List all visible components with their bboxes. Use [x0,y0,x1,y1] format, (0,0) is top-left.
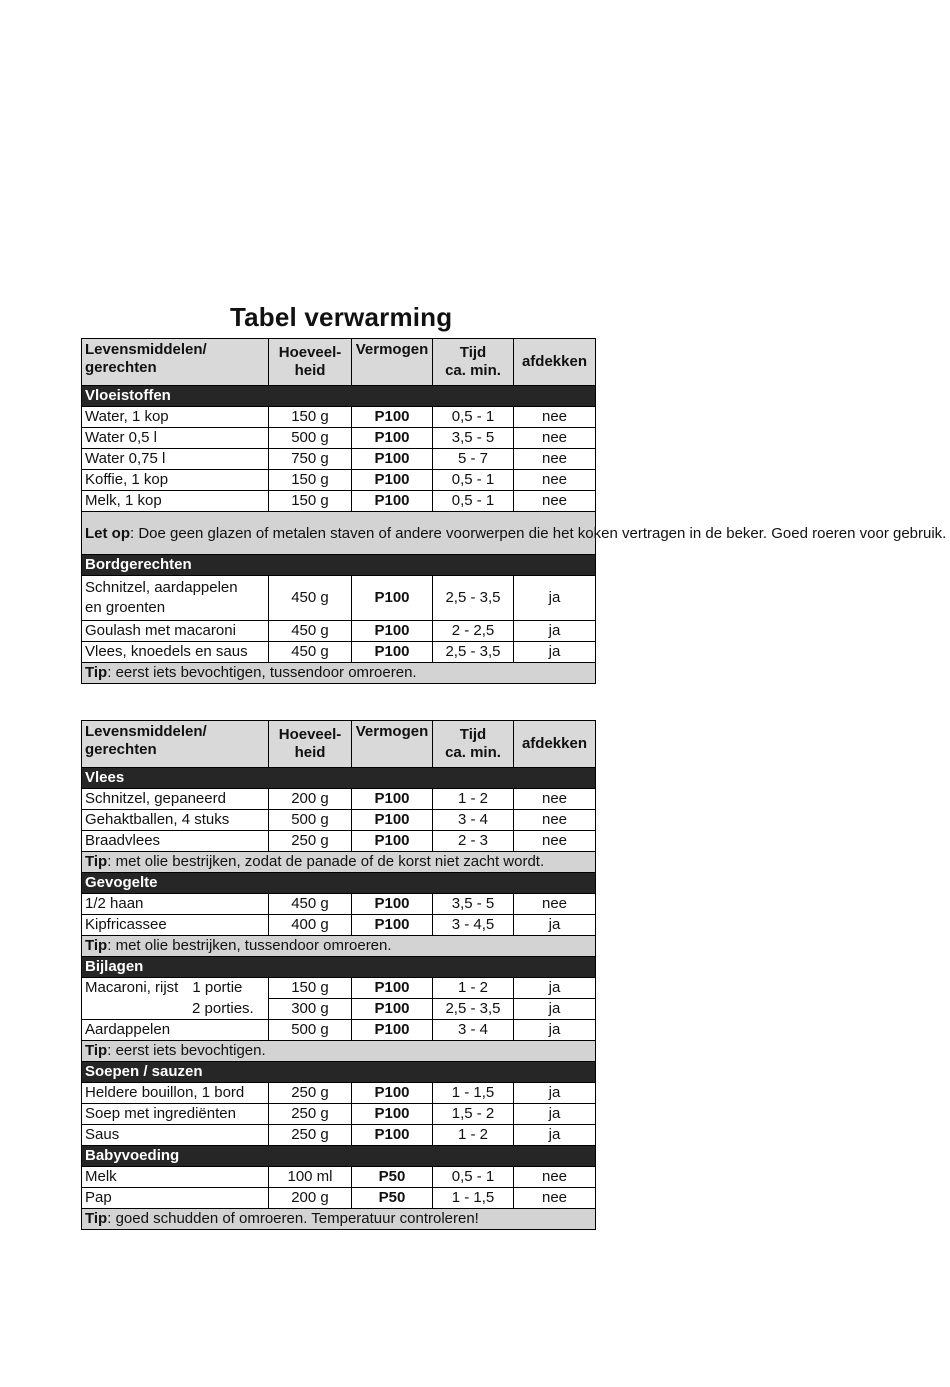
table-row: Macaroni, rijst 1 portie 150 g P100 1 - 2 ja [82,978,596,999]
table-row: Aardappelen 500 g P100 3 - 4 ja [82,1020,596,1041]
table-row: Saus 250 g P100 1 - 2 ja [82,1125,596,1146]
table-row: Kipfricassee 400 g P100 3 - 4,5 ja [82,915,596,936]
table-row: Soep met ingrediënten 250 g P100 1,5 - 2 ja [82,1104,596,1125]
note-row: Let op: Doe geen glazen of metalen staven of andere voorwerpen die het koken vertragen in de beker. Goed roeren voor gebruik. [82,512,596,555]
note-row: Tip: met olie bestrijken, tussendoor omroeren. [82,936,596,957]
section-vloeistoffen: Vloeistoffen [82,386,596,407]
header-power: Vermogen [352,721,433,768]
header-time: Tijd ca. min. [433,721,514,768]
table-row: Heldere bouillon, 1 bord 250 g P100 1 - 1,5 ja [82,1083,596,1104]
table-row: Schnitzel, aardappelen en groenten 450 g P100 2,5 - 3,5 ja [82,576,596,621]
note-row: Tip: eerst iets bevochtigen. [82,1041,596,1062]
table-row: Vlees, knoedels en saus 450 g P100 2,5 - 3,5 ja [82,642,596,663]
table-row: Koffie, 1 kop 150 g P100 0,5 - 1 nee [82,470,596,491]
table-row: Pap 200 g P50 1 - 1,5 nee [82,1188,596,1209]
table-row: Melk, 1 kop 150 g P100 0,5 - 1 nee [82,491,596,512]
table-row: Water 0,75 l 750 g P100 5 - 7 nee [82,449,596,470]
note-row: Tip: goed schudden of omroeren. Temperatuur controleren! [82,1209,596,1230]
table-row: 2 porties. 300 g P100 2,5 - 3,5 ja [82,999,596,1020]
table-row: Melk 100 ml P50 0,5 - 1 nee [82,1167,596,1188]
table-header [82,721,596,768]
heating-table-2 [81,720,596,1230]
header-power: Vermogen [352,339,433,386]
header-cover: afdekken [514,339,596,386]
header-food: Levensmiddelen/ gerechten [82,721,269,768]
header-amount: Hoeveel- heid [269,721,352,768]
note-row: Tip: met olie bestrijken, zodat de panade of de korst niet zacht wordt. [82,852,596,873]
heating-table-1 [81,338,947,684]
header-food: Levensmiddelen/ gerechten [82,339,269,386]
table-row: Braadvlees 250 g P100 2 - 3 nee [82,831,596,852]
page-title: Tabel verwarming [230,302,453,332]
section-soepen-sauzen: Soepen / sauzen [82,1062,596,1083]
table-header [82,339,596,386]
table-row: Water, 1 kop 150 g P100 0,5 - 1 nee [82,407,596,428]
section-bordgerechten: Bordgerechten [82,555,596,576]
header-amount: Hoeveel- heid [269,339,352,386]
table-row: Goulash met macaroni 450 g P100 2 - 2,5 ja [82,621,596,642]
section-vlees: Vlees [82,768,596,789]
table-row: Gehaktballen, 4 stuks 500 g P100 3 - 4 nee [82,810,596,831]
note-row: Tip: eerst iets bevochtigen, tussendoor omroeren. [82,663,596,684]
header-time: Tijd ca. min. [433,339,514,386]
header-cover: afdekken [514,721,596,768]
section-bijlagen: Bijlagen [82,957,596,978]
section-gevogelte: Gevogelte [82,873,596,894]
table-row: Schnitzel, gepaneerd 200 g P100 1 - 2 nee [82,789,596,810]
section-babyvoeding: Babyvoeding [82,1146,596,1167]
table-row: 1/2 haan 450 g P100 3,5 - 5 nee [82,894,596,915]
table-row: Water 0,5 l 500 g P100 3,5 - 5 nee [82,428,596,449]
